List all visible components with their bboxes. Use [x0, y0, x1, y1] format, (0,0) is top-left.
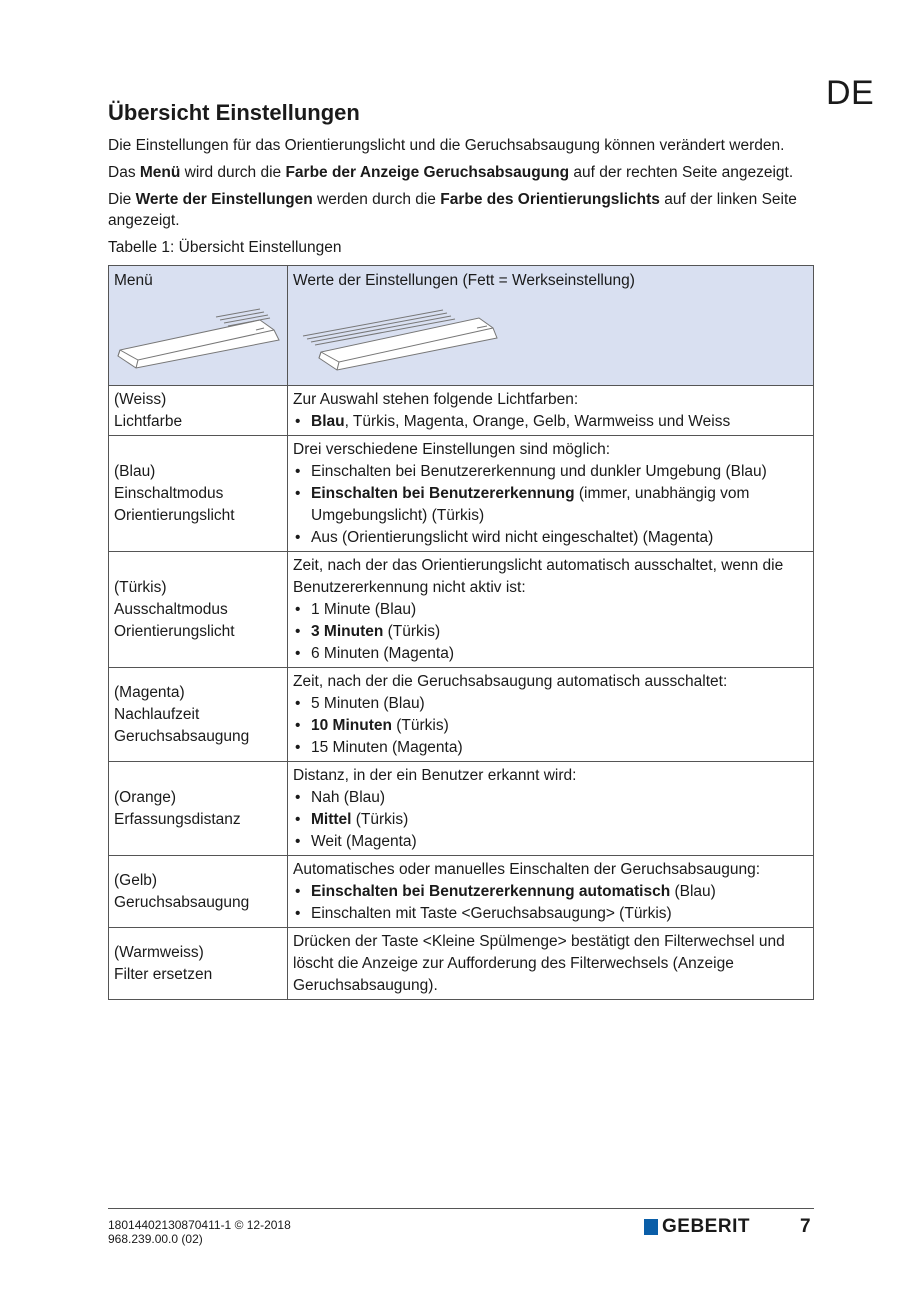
values-list — [293, 787, 808, 853]
menu-color: (Orange) — [114, 789, 177, 806]
intro-paragraph-1: Die Einstellungen für das Orientierungslicht und die Geruchsabsaugung können verändert werden. — [108, 137, 785, 154]
list-item: • Einschalten bei Benutzererkennung automatisch (Blau) — [293, 881, 808, 903]
settings-table — [108, 265, 814, 1000]
table-row — [109, 928, 814, 1000]
table-row — [109, 856, 814, 928]
header-menu-cell — [109, 266, 288, 386]
values-cell — [288, 386, 814, 436]
menu-cell — [109, 386, 288, 436]
table-row — [109, 436, 814, 552]
table-row — [109, 668, 814, 762]
main-content — [108, 100, 808, 1000]
menu-cell — [109, 436, 288, 552]
intro-paragraph-2: Das Menü wird durch die Farbe der Anzeige Geruchsabsaugung auf der rechten Seite angezeigt. — [108, 164, 794, 181]
list-item: • Weit (Magenta) — [293, 831, 808, 853]
values-intro: Zeit, nach der das Orientierungslicht automatisch ausschaltet, wenn die Benutzererkennung nicht aktiv ist: — [293, 557, 784, 596]
values-intro: Distanz, in der ein Benutzer erkannt wird: — [293, 767, 577, 784]
menu-name-line2: Orientierungslicht — [114, 507, 235, 524]
values-cell — [288, 928, 814, 1000]
list-item: • 10 Minuten (Türkis) — [293, 715, 808, 737]
menu-name: Lichtfarbe — [114, 413, 183, 430]
menu-name: Geruchsabsaugung — [114, 894, 250, 911]
values-list — [293, 599, 808, 665]
list-item: • Aus (Orientierungslicht wird nicht eingeschaltet) (Magenta) — [293, 527, 808, 549]
values-cell — [288, 762, 814, 856]
list-item: • Einschalten bei Benutzererkennung und dunkler Umgebung (Blau) — [293, 461, 808, 483]
menu-cell — [109, 552, 288, 668]
values-list — [293, 461, 808, 549]
list-item: • Einschalten bei Benutzererkennung (immer, unabhängig vom Umgebungslicht) (Türkis) — [293, 483, 808, 527]
table-row — [109, 762, 814, 856]
menu-color: (Weiss) — [114, 391, 167, 408]
table-row — [109, 552, 814, 668]
values-cell — [288, 552, 814, 668]
values-cell — [288, 436, 814, 552]
page-title: Übersicht Einstellungen — [108, 100, 360, 125]
menu-device-illustration — [114, 296, 282, 376]
header-menu-label: Menü — [114, 272, 153, 289]
values-cell — [288, 668, 814, 762]
values-cell — [288, 856, 814, 928]
values-intro: Drücken der Taste <Kleine Spülmenge> bestätigt den Filterwechsel und löscht die Anzeige zur Aufforderung des Filterwechsels (Anzeige Geruchsabsaugung). — [293, 933, 785, 994]
list-item: • Blau, Türkis, Magenta, Orange, Gelb, Warmweiss und Weiss — [293, 411, 808, 433]
brand-name: GEBERIT — [662, 1216, 750, 1237]
menu-name: Einschaltmodus — [114, 485, 224, 502]
list-item: • Nah (Blau) — [293, 787, 808, 809]
table-row — [109, 386, 814, 436]
menu-cell — [109, 762, 288, 856]
menu-name: Nachlaufzeit — [114, 706, 200, 723]
menu-color: (Blau) — [114, 463, 156, 480]
values-device-illustration — [293, 296, 503, 376]
menu-color: (Türkis) — [114, 579, 167, 596]
menu-cell — [109, 668, 288, 762]
intro-paragraph-3: Die Werte der Einstellungen werden durch die Farbe des Orientierungslichts auf der linken Seite angezeigt. — [108, 191, 797, 229]
values-list — [293, 693, 808, 759]
values-intro: Drei verschiedene Einstellungen sind möglich: — [293, 441, 611, 458]
brand-logo — [644, 1216, 750, 1238]
menu-name-line2: Orientierungslicht — [114, 623, 235, 640]
page-number: 7 — [800, 1216, 811, 1237]
list-item: • 3 Minuten (Türkis) — [293, 621, 808, 643]
menu-name: Erfassungsdistanz — [114, 811, 241, 828]
brand-square-icon — [644, 1219, 658, 1235]
list-item: • 6 Minuten (Magenta) — [293, 643, 808, 665]
list-item: • Einschalten mit Taste <Geruchsabsaugung> (Türkis) — [293, 903, 808, 925]
menu-name-line2: Geruchsabsaugung — [114, 728, 250, 745]
footer-doc-number: 18014402130870411-1 © 12-2018 — [108, 1218, 291, 1232]
menu-name: Filter ersetzen — [114, 966, 213, 983]
list-item: • 15 Minuten (Magenta) — [293, 737, 808, 759]
values-list — [293, 881, 808, 925]
menu-cell — [109, 856, 288, 928]
values-intro: Zur Auswahl stehen folgende Lichtfarben: — [293, 391, 579, 408]
menu-name: Ausschaltmodus — [114, 601, 228, 618]
values-list — [293, 411, 808, 433]
menu-cell — [109, 928, 288, 1000]
values-intro: Automatisches oder manuelles Einschalten der Geruchsabsaugung: — [293, 861, 760, 878]
header-values-label: Werte der Einstellungen (Fett = Werkseinstellung) — [293, 272, 635, 289]
table-caption: Tabelle 1: Übersicht Einstellungen — [108, 239, 342, 256]
table-header-row — [109, 266, 814, 386]
header-values-cell — [288, 266, 814, 386]
menu-color: (Warmweiss) — [114, 944, 204, 961]
footer-doc-info — [108, 1218, 291, 1246]
values-intro: Zeit, nach der die Geruchsabsaugung automatisch ausschaltet: — [293, 673, 728, 690]
list-item: • 5 Minuten (Blau) — [293, 693, 808, 715]
menu-color: (Gelb) — [114, 872, 158, 889]
footer-article-number: 968.239.00.0 (02) — [108, 1232, 203, 1246]
language-label: DE — [826, 74, 875, 112]
menu-color: (Magenta) — [114, 684, 185, 701]
list-item: • Mittel (Türkis) — [293, 809, 808, 831]
list-item: • 1 Minute (Blau) — [293, 599, 808, 621]
footer-divider — [108, 1208, 814, 1209]
